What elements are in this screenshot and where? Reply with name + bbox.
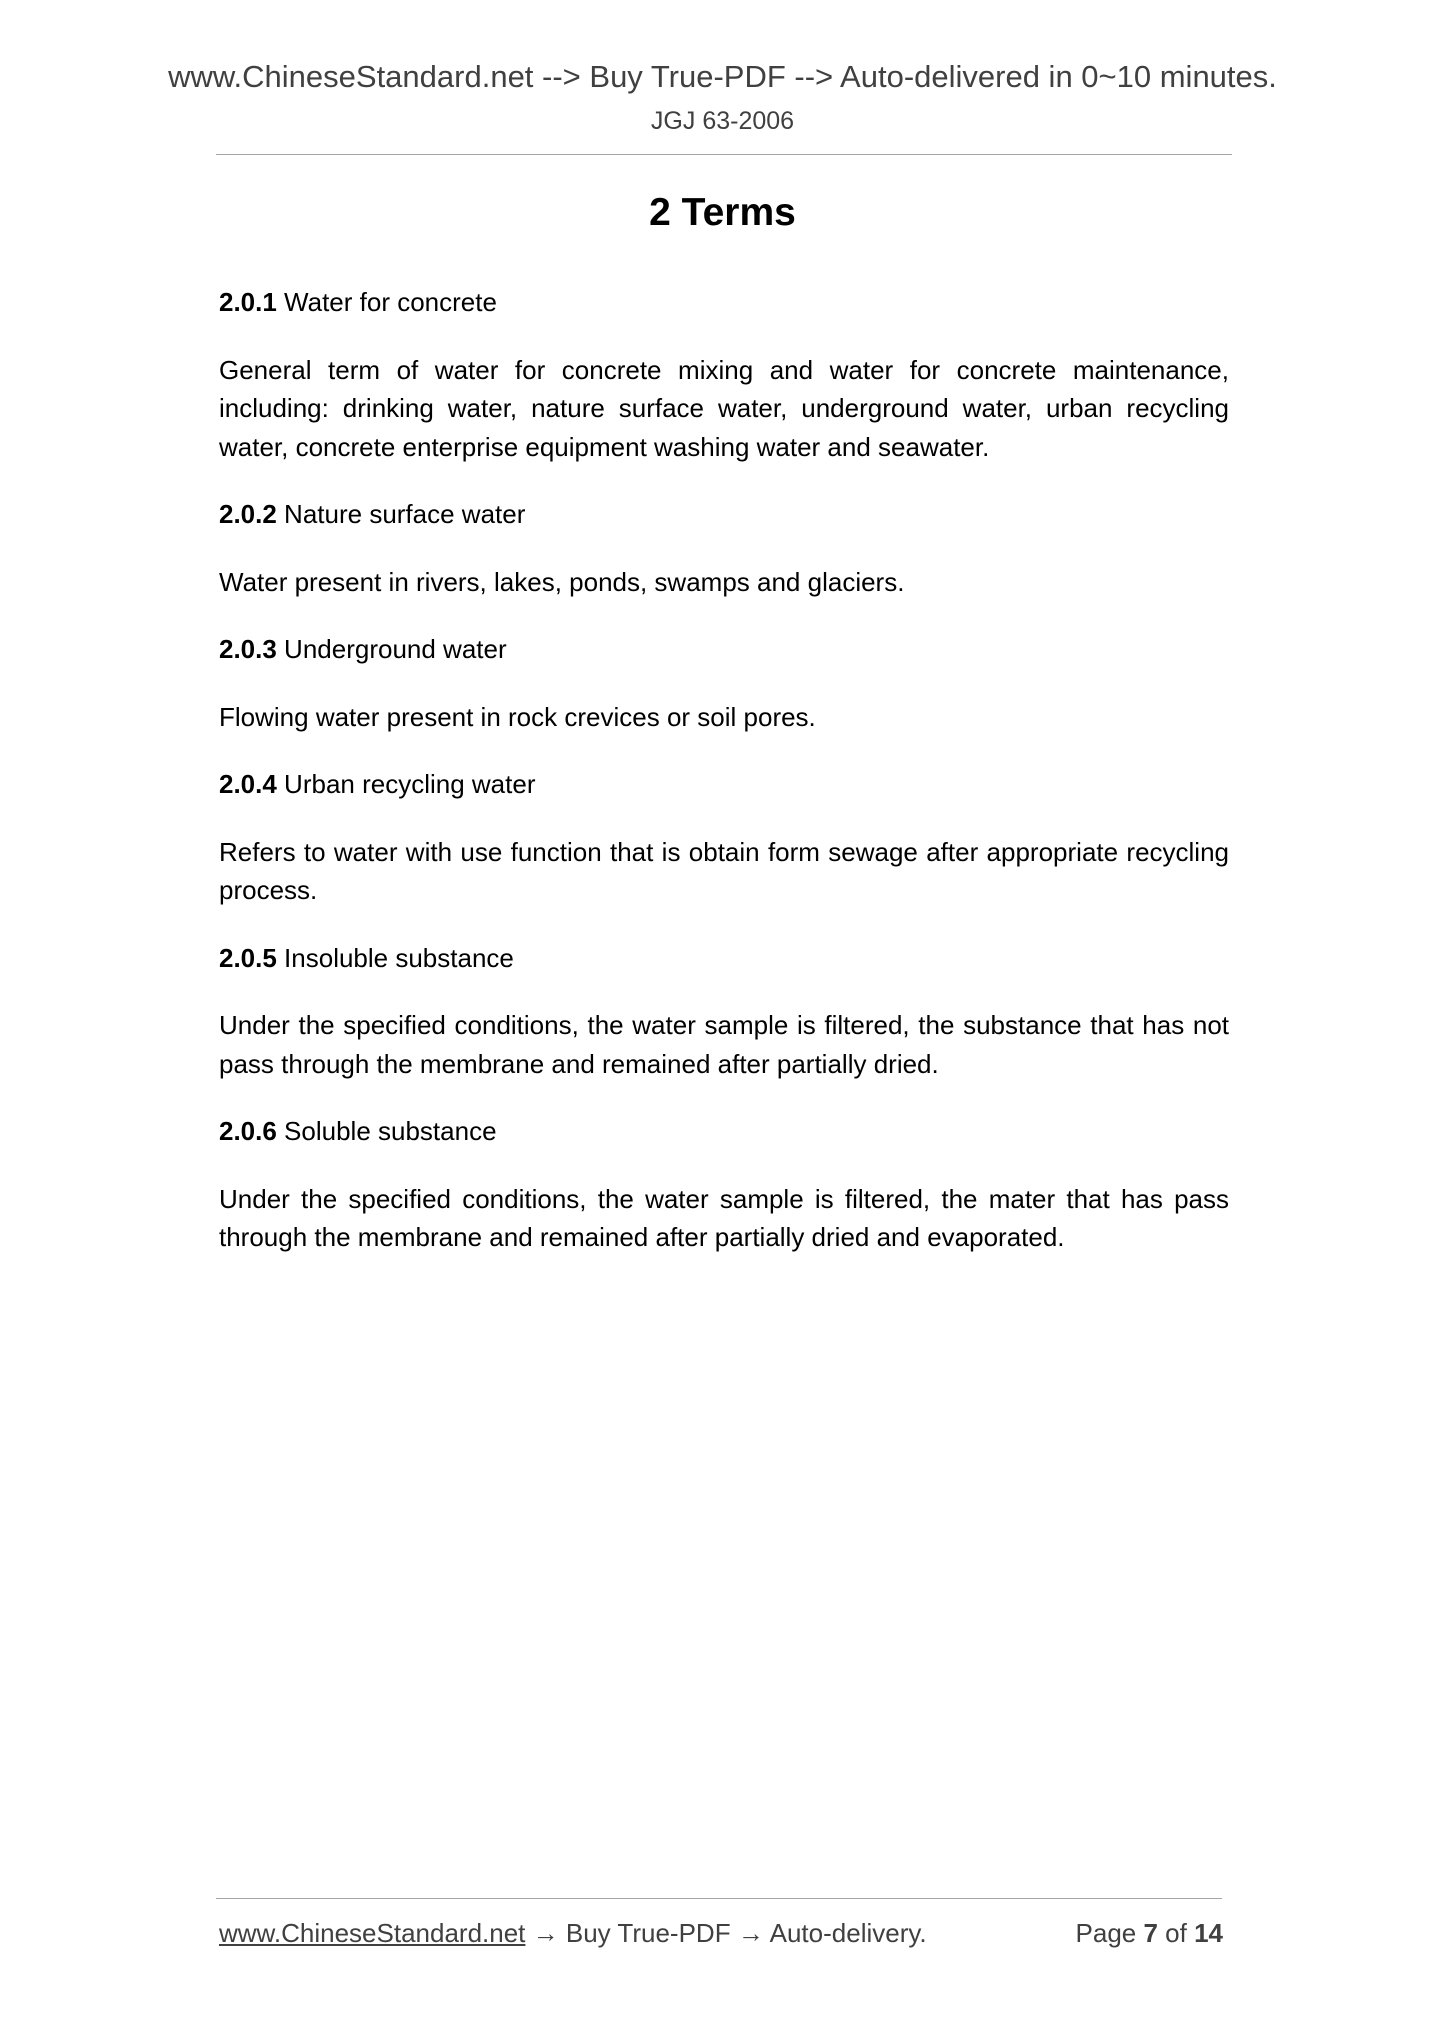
page-prefix: Page xyxy=(1075,1918,1144,1948)
page-total: 14 xyxy=(1194,1918,1223,1948)
term-definition-2-0-4: Refers to water with use function that is obtain form sewage after appropriate recycling process. xyxy=(219,836,1229,905)
term-heading-2-0-1 xyxy=(219,283,1229,322)
term-heading-2-0-5 xyxy=(219,939,1229,978)
term-heading-2-0-2 xyxy=(219,495,1229,534)
header-banner: www.ChineseStandard.net --> Buy True-PDF --> Auto-delivered in 0~10 minutes. xyxy=(168,59,1277,94)
term-definition-2-0-3: Flowing water present in rock crevices or soil pores. xyxy=(219,701,816,732)
buy-text: Buy True-PDF xyxy=(565,1918,731,1948)
footer-links xyxy=(219,1918,927,1949)
page-indicator xyxy=(1076,1918,1223,1949)
term-definition-2-0-1: General term of water for concrete mixing and water for concrete maintenance, including: drinking water, nature surface water, underground water, urban recycling water, concrete enterprise equipment washing water and seawater. xyxy=(219,354,1229,462)
header-divider xyxy=(216,154,1232,155)
page-current: 7 xyxy=(1143,1918,1158,1948)
term-number: 2.0.6 xyxy=(219,1116,277,1146)
term-name: Nature surface water xyxy=(276,499,526,529)
term-name: Urban recycling water xyxy=(276,769,536,799)
term-name: Water for concrete xyxy=(276,287,497,317)
term-definition-2-0-6: Under the specified conditions, the water sample is filtered, the mater that has pass through the membrane and remained after partially dried and evaporated. xyxy=(219,1183,1229,1252)
standard-code: JGJ 63-2006 xyxy=(650,107,795,135)
term-heading-2-0-6 xyxy=(219,1112,1229,1151)
arrow-icon: → xyxy=(532,1918,559,1948)
term-heading-2-0-3 xyxy=(219,630,1229,669)
term-number: 2.0.4 xyxy=(219,769,277,799)
term-number: 2.0.3 xyxy=(219,634,277,664)
footer-divider xyxy=(216,1898,1222,1899)
term-name: Insoluble substance xyxy=(276,942,514,973)
delivery-text: Auto-delivery. xyxy=(769,1918,927,1948)
term-number: 2.0.1 xyxy=(219,287,277,317)
arrow-icon: → xyxy=(737,1918,764,1948)
term-definition-2-0-2: Water present in rivers, lakes, ponds, swamps and glaciers. xyxy=(219,566,905,597)
term-definition-2-0-5: Under the specified conditions, the water sample is filtered, the substance that has not pass through the membrane and remained after partially dried. xyxy=(219,1010,1229,1079)
term-name: Soluble substance xyxy=(276,1116,497,1146)
term-number: 2.0.2 xyxy=(219,499,277,529)
term-heading-2-0-4 xyxy=(219,765,1229,804)
term-number: 2.0.5 xyxy=(219,942,277,973)
chapter-title: 2 Terms xyxy=(649,191,796,234)
terms-content xyxy=(219,283,1229,1286)
page-of: of xyxy=(1157,1918,1195,1948)
site-link[interactable]: www.ChineseStandard.net xyxy=(219,1918,526,1948)
term-name: Underground water xyxy=(276,634,507,664)
